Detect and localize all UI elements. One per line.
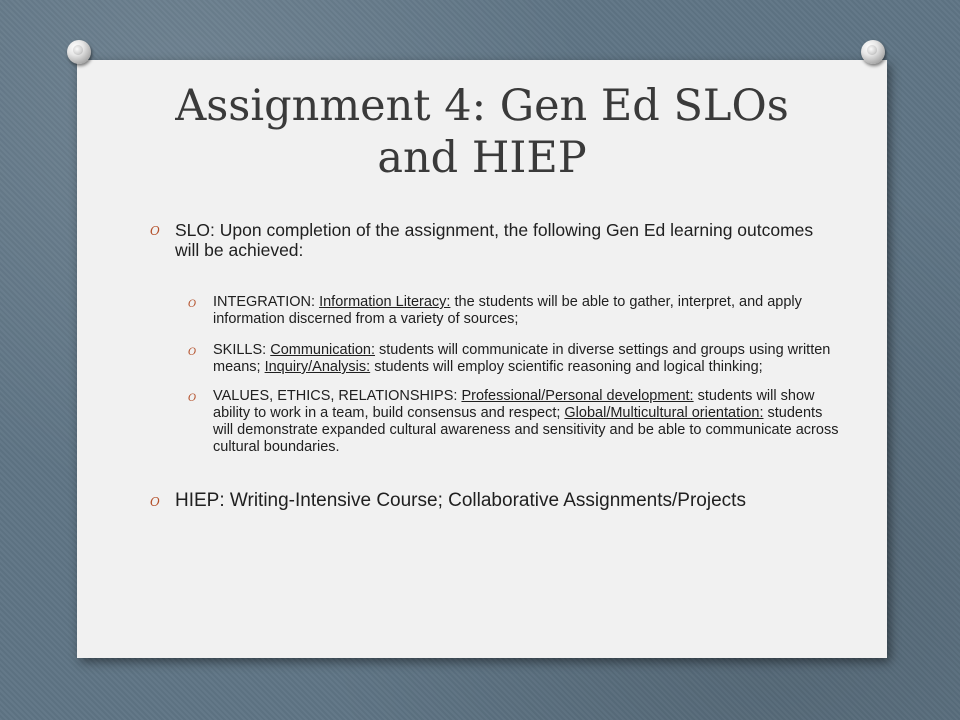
subbullet-values (188, 388, 840, 456)
pushpin-left-icon (62, 38, 96, 72)
bullet-hiep (150, 490, 840, 512)
subbullet-integration (188, 294, 840, 328)
values-text-2: students will demonstrate expanded cultural awareness and sensitivity and be able to communicate across cultural boundaries. (213, 405, 839, 455)
inquiry-analysis-term: Inquiry/Analysis: (264, 359, 371, 375)
slo-label: SLO: (175, 220, 215, 240)
values-prefix: VALUES, ETHICS, RELATIONSHIPS: (213, 388, 462, 404)
bullet-marker: O (188, 393, 197, 404)
hiep-label: HIEP: (175, 490, 225, 511)
professional-development-term: Professional/Personal development: (461, 388, 694, 404)
title-line-1: Assignment 4: Gen Ed SLOs (175, 81, 789, 131)
bullet-marker: O (188, 347, 197, 358)
skills-text-1: students will communicate in diverse settings and groups using written means; (213, 342, 831, 375)
skills-prefix: SKILLS: (213, 342, 271, 358)
pushpin-right-icon (856, 38, 890, 72)
bullet-marker: O (150, 224, 160, 238)
bullet-marker: O (150, 495, 160, 509)
global-orientation-term: Global/Multicultural orientation: (564, 405, 764, 421)
values-text-1: students will show ability to work in a team, build consensus and respect; (213, 388, 815, 421)
skills-text-2: students will employ scientific reasoning and logical thinking; (370, 359, 763, 375)
information-literacy-term: Information Literacy: (319, 294, 451, 310)
integration-text: the students will be able to gather, interpret, and apply information discerned from a variety of sources; (213, 294, 802, 327)
subbullet-skills (188, 342, 840, 376)
slo-text: Upon completion of the assignment, the following Gen Ed learning outcomes will be achieved: (175, 220, 814, 260)
bullet-marker: O (188, 299, 197, 310)
hiep-text: Writing-Intensive Course; Collaborative Assignments/Projects (224, 490, 746, 511)
bullet-slo (150, 220, 840, 260)
slide-title (92, 80, 872, 184)
slide-content (150, 220, 840, 512)
title-line-2: and HIEP (377, 133, 587, 183)
communication-term: Communication: (270, 342, 375, 358)
integration-prefix: INTEGRATION: (213, 294, 320, 310)
